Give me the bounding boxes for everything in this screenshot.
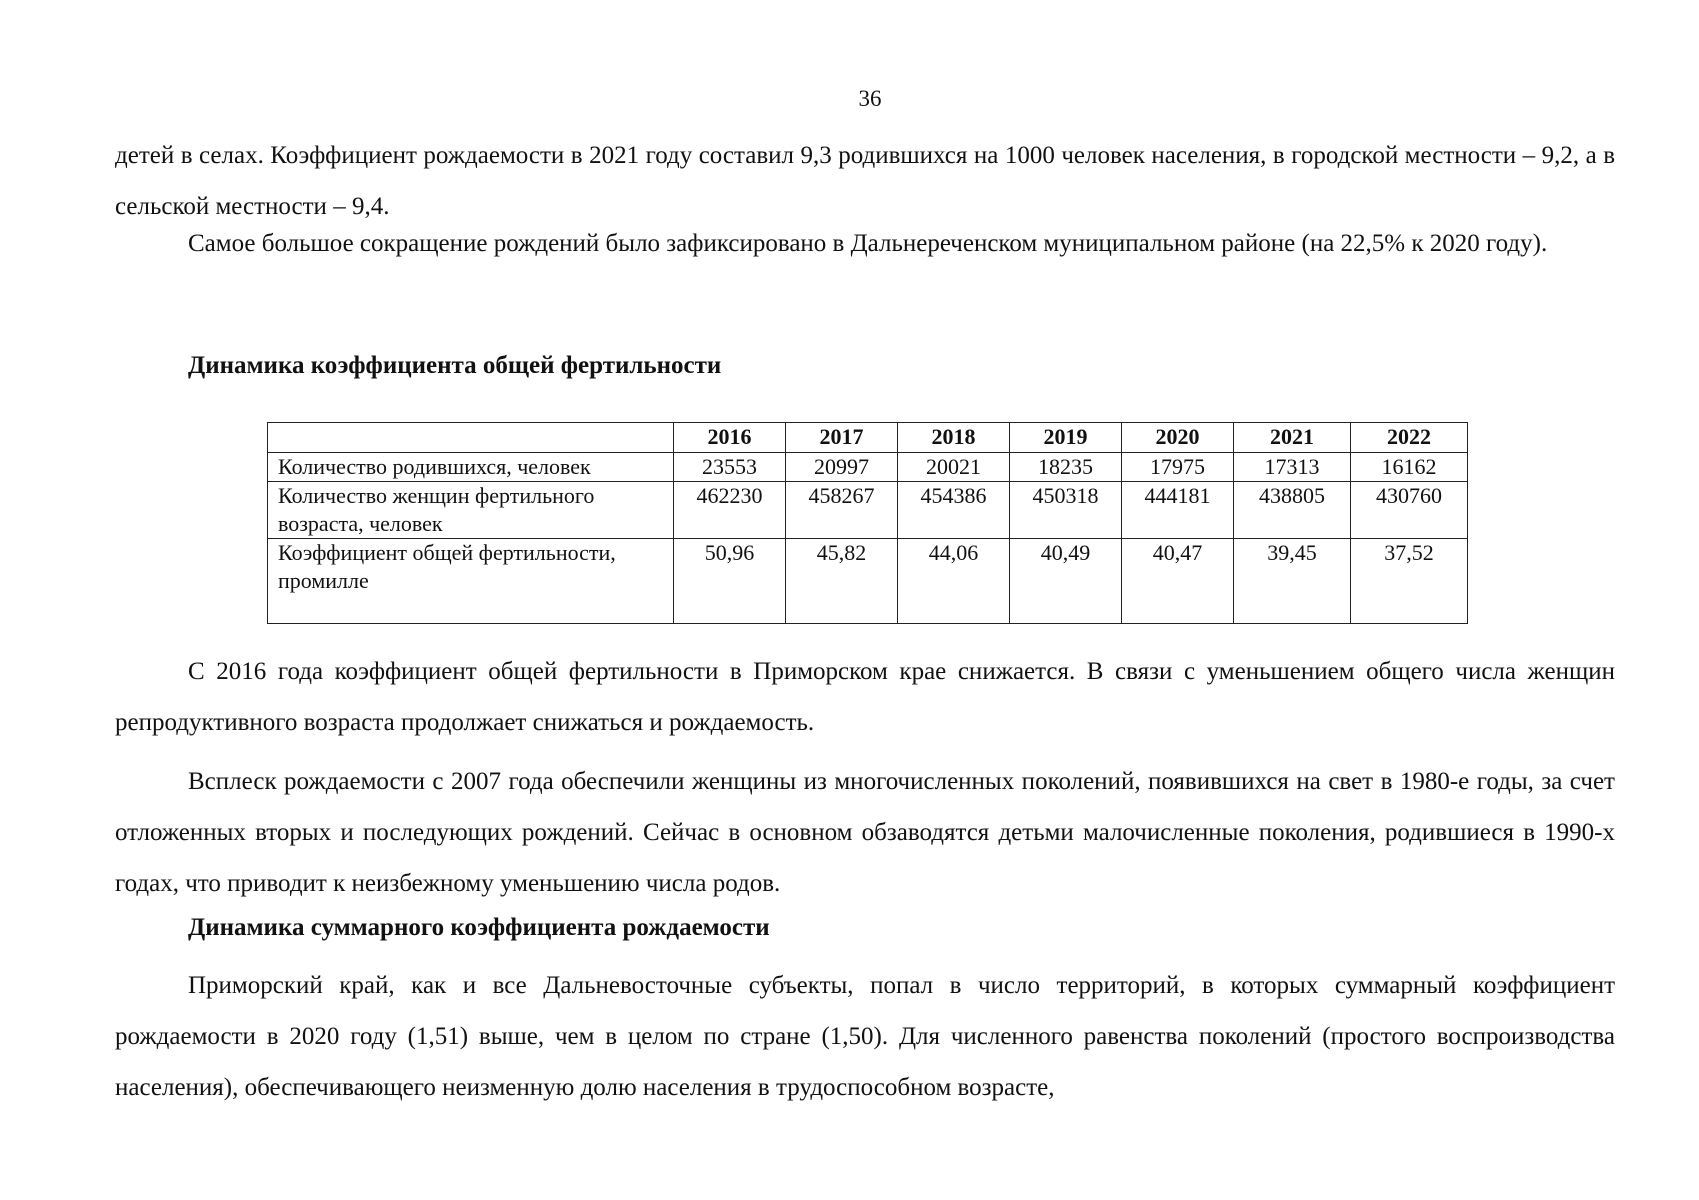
table-cell: 44,06 [898,539,1010,624]
table-cell: 16162 [1351,453,1468,482]
table-cell: 23553 [674,453,786,482]
table-cell: 454386 [898,482,1010,539]
year-header: 2016 [674,423,786,453]
table-cell: 20997 [786,453,898,482]
table-cell: 50,96 [674,539,786,624]
year-header: 2019 [1010,423,1122,453]
table-header-row [268,423,1468,453]
table-cell: 40,47 [1122,539,1234,624]
row-label: Количество женщин фертильного возраста, человек [268,482,674,539]
paragraph-fertility-decline: С 2016 года коэффициент общей фертильности в Приморском крае снижается. В связи с уменьшением общего числа женщин репродуктивного возраста продолжает снижаться и рождаемость. [115,658,1615,736]
heading-total-rate-dynamics: Динамика суммарного коэффициента рождаемости [188,914,770,941]
table-cell: 39,45 [1234,539,1351,624]
table-cell: 430760 [1351,482,1468,539]
table-row [268,453,1468,482]
year-header: 2017 [786,423,898,453]
table-cell: 438805 [1234,482,1351,539]
table-cell: 45,82 [786,539,898,624]
table-cell: 17975 [1122,453,1234,482]
fertility-table [267,422,1468,624]
table-cell: 458267 [786,482,898,539]
table-cell: 450318 [1010,482,1122,539]
paragraph-largest-decline: Самое большое сокращение рождений было зафиксировано в Дальнереченском муниципальном районе (на 22,5% к 2020 году). [188,230,1548,257]
year-header: 2018 [898,423,1010,453]
year-header: 2021 [1234,423,1351,453]
table-cell: 444181 [1122,482,1234,539]
heading-fertility-dynamics: Динамика коэффициента общей фертильности [188,352,722,379]
paragraph-primorsky-total-rate: Приморский край, как и все Дальневосточные субъекты, попал в число территорий, в которых суммарный коэффициент рождаемости в 2020 году (1,51) выше, чем в целом по стране (1,50). Для численного равенства поколений (простого воспроизводства населения), обеспечивающего неизменную долю населения в трудоспособном возрасте, [115,972,1615,1101]
table-cell: 18235 [1010,453,1122,482]
table-cell: 37,52 [1351,539,1468,624]
table-row [268,482,1468,539]
table-cell: 17313 [1234,453,1351,482]
table-corner-cell [268,423,674,453]
year-header: 2022 [1351,423,1468,453]
row-label: Коэффициент общей фертильности, промилле [268,539,674,624]
paragraph-birth-rate-2021: детей в селах. Коэффициент рождаемости в 2021 году составил 9,3 родившихся на 1000 человек населения, в городской местности – 9,2, а в сельской местности – 9,4. [115,142,1615,220]
year-header: 2020 [1122,423,1234,453]
row-label: Количество родившихся, человек [268,453,674,482]
table-cell: 20021 [898,453,1010,482]
table-row [268,539,1468,624]
page-number: 36 [858,86,882,111]
paragraph-birth-surge: Всплеск рождаемости с 2007 года обеспечили женщины из многочисленных поколений, появившихся на свет в 1980-е годы, за счет отложенных вторых и последующих рождений. Сейчас в основном обзаводятся детьми малочисленные поколения, родившиеся в 1990-х годах, что приводит к неизбежному уменьшению числа родов. [115,768,1615,897]
table-cell: 40,49 [1010,539,1122,624]
table-cell: 462230 [674,482,786,539]
